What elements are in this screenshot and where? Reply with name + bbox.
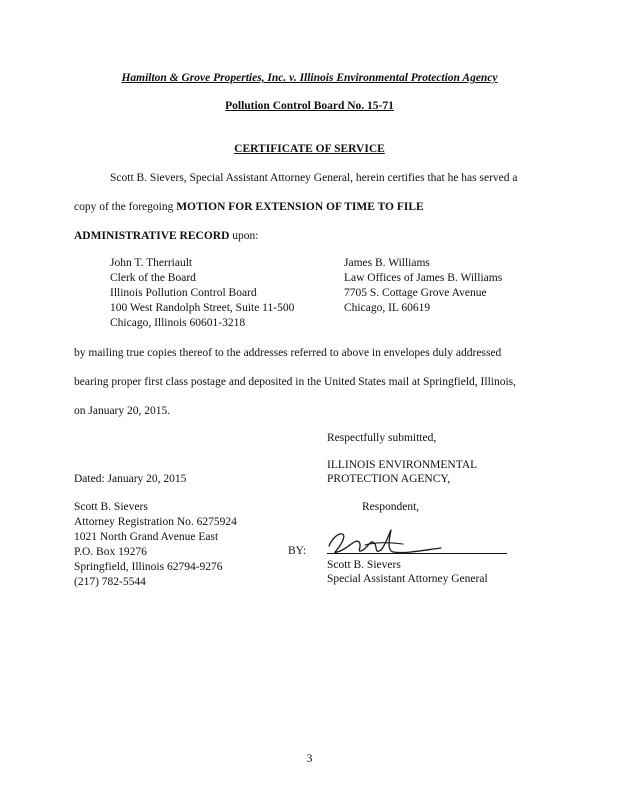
address-line: James B. Williams bbox=[344, 257, 430, 269]
signature-line bbox=[327, 553, 507, 554]
page-number: 3 bbox=[306, 753, 313, 765]
motion-title-part2: ADMINISTRATIVE RECORD bbox=[74, 230, 230, 242]
attorney-line: 1021 North Grand Avenue East bbox=[74, 531, 219, 543]
attorney-line: Attorney Registration No. 6275924 bbox=[74, 516, 237, 528]
address-line: John T. Therriault bbox=[110, 257, 193, 269]
body-para2-line1: by mailing true copies thereof to the addresses referred to above in envelopes duly addressed bbox=[74, 347, 502, 359]
agency-name-line2: PROTECTION AGENCY, bbox=[327, 473, 451, 485]
signer-title: Special Assistant Attorney General bbox=[327, 573, 488, 585]
body-para1-line2-text: copy of the foregoing bbox=[74, 201, 177, 213]
certificate-heading: CERTIFICATE OF SERVICE bbox=[234, 143, 385, 155]
address-line: Chicago, IL 60619 bbox=[344, 302, 431, 314]
board-number: Pollution Control Board No. 15-71 bbox=[225, 100, 394, 112]
handwritten-signature bbox=[325, 524, 445, 560]
by-label: BY: bbox=[288, 545, 307, 557]
recipient-address-2 bbox=[344, 256, 502, 316]
motion-title-part1: MOTION FOR EXTENSION OF TIME TO FILE bbox=[176, 201, 424, 213]
address-line: Illinois Pollution Control Board bbox=[110, 287, 257, 299]
attorney-line: P.O. Box 19276 bbox=[74, 546, 147, 558]
address-line: Chicago, Illinois 60601-3218 bbox=[110, 317, 246, 329]
attorney-line: Scott B. Sievers bbox=[74, 501, 148, 513]
respondent-label: Respondent, bbox=[362, 501, 420, 513]
signer-name: Scott B. Sievers bbox=[327, 559, 401, 571]
address-line: Clerk of the Board bbox=[110, 272, 196, 284]
case-caption: Hamilton & Grove Properties, Inc. v. Illinois Environmental Protection Agency bbox=[121, 72, 498, 84]
address-line: Law Offices of James B. Williams bbox=[344, 272, 503, 284]
agency-name-line1: ILLINOIS ENVIRONMENTAL bbox=[327, 459, 478, 471]
recipient-address-1 bbox=[110, 256, 294, 331]
body-para1-line3 bbox=[74, 229, 258, 244]
address-line: 100 West Randolph Street, Suite 11-500 bbox=[110, 302, 295, 314]
respectfully-submitted: Respectfully submitted, bbox=[327, 432, 437, 444]
dated-line: Dated: January 20, 2015 bbox=[74, 473, 187, 485]
body-para1-line1: Scott B. Sievers, Special Assistant Attorney General, herein certifies that he has served a bbox=[110, 172, 518, 184]
body-para2-line2: bearing proper first class postage and deposited in the United States mail at Springfield, Illinois, bbox=[74, 376, 517, 388]
body-para1-line2 bbox=[74, 200, 424, 215]
body-para1-line3-text: upon: bbox=[229, 230, 259, 242]
address-line: 7705 S. Cottage Grove Avenue bbox=[344, 287, 487, 299]
attorney-line: (217) 782-5544 bbox=[74, 576, 146, 588]
attorney-block bbox=[74, 500, 237, 590]
body-para2-line3: on January 20, 2015. bbox=[74, 405, 171, 417]
attorney-line: Springfield, Illinois 62794-9276 bbox=[74, 561, 223, 573]
